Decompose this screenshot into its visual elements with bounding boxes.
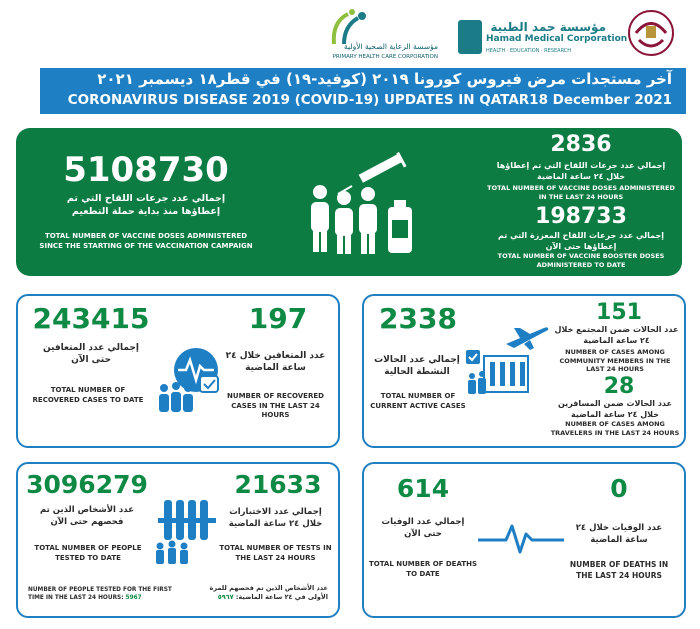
recovered-total-label-ar: إجمالي عدد المتعافين حتى الآن bbox=[43, 343, 139, 365]
active-total-label-ar: إجمالي عدد الحالات النشطة الحالية bbox=[374, 355, 460, 377]
tests-24h-value: 21633 bbox=[234, 470, 322, 499]
booster-label-en: TOTAL NUMBER OF VACCINE BOOSTER DOSES ADMINISTERED TO DATE bbox=[497, 252, 665, 269]
vaccine-total-label-en: TOTAL NUMBER OF VACCINE DOSES ADMINISTERED SINCE THE STARTING OF THE VACCINATION CAMPAIGN bbox=[39, 232, 253, 250]
tests-total-label-ar: عدد الأشخاص الذين تم فحصهم حتى الآن bbox=[39, 505, 135, 527]
airplane-icon bbox=[504, 322, 550, 352]
vaccine-24h-label-ar: إجمالي عدد جرعات اللقاح التي تم إعطاؤها خلال ٢٤ ساعة الماضية bbox=[496, 161, 666, 181]
title-arabic: آخر مستجدات مرض فيروس كورونا ٢٠١٩ (كوفيد-١٩) في قطر١٨ ديسمبر ٢٠٢١ bbox=[97, 70, 672, 88]
moph-logo bbox=[624, 8, 678, 60]
vaccine-24h-value: 2836 bbox=[550, 132, 612, 157]
community-label-ar: عدد الحالات ضمن المجتمع خلال ٢٤ ساعة الماضية bbox=[554, 325, 679, 345]
community-value: 151 bbox=[596, 300, 642, 325]
deaths-24h-label-ar: عدد الوفيات خلال ٢٤ ساعة الماضية bbox=[575, 523, 663, 545]
vaccine-people-icon bbox=[298, 150, 428, 260]
vaccine-total-label-ar: إجمالي عدد جرعات اللقاح التي تم إعطاؤها منذ بداية حملة التطعيم bbox=[66, 193, 226, 217]
first-time-en-suffix: TIME IN THE LAST 24 HOURS: bbox=[28, 595, 124, 601]
deaths-total-label-ar: إجمالي عدد الوفيات حتى الآن bbox=[381, 517, 465, 539]
active-total-value: 2338 bbox=[379, 302, 457, 335]
first-time-tested-en bbox=[28, 586, 188, 602]
deaths-card bbox=[362, 462, 686, 618]
vaccine-24h-label-en: TOTAL NUMBER OF VACCINE DOSES ADMINISTERED IN THE LAST 24 HOURS bbox=[487, 184, 675, 201]
hmc-emblem-icon bbox=[458, 20, 482, 54]
heartbeat-line-icon bbox=[476, 520, 566, 556]
recovered-total-label-en: TOTAL NUMBER OF RECOVERED CASES TO DATE bbox=[32, 386, 144, 404]
travelers-label-en: NUMBER OF CASES AMONG TRAVELERS IN THE LAST 24 HOURS bbox=[550, 420, 680, 437]
phcc-name-en: PRIMARY HEALTH CARE CORPORATION bbox=[332, 54, 438, 60]
travelers-label-ar: عدد الحالات ضمن المسافرين خلال ٢٤ ساعة الماضية bbox=[557, 399, 673, 419]
hmc-logo bbox=[458, 20, 628, 60]
booster-value: 198733 bbox=[535, 204, 627, 229]
vaccine-total-value: 5108730 bbox=[63, 150, 229, 190]
hmc-name-en: Hamad Medical Corporation bbox=[486, 34, 628, 44]
title-english: CORONAVIRUS DISEASE 2019 (COVID-19) UPDATES IN QATAR18 December 2021 bbox=[67, 92, 672, 108]
community-label-en: NUMBER OF CASES AMONG COMMUNITY MEMBERS IN THE LAST 24 HOURS bbox=[559, 348, 671, 373]
booster-label-ar: إجمالي عدد جرعات اللقاح المعززة التي تم إعطاؤها حتى الآن bbox=[498, 231, 664, 251]
tests-24h-label-en: TOTAL NUMBER OF TESTS IN THE LAST 24 HOURS bbox=[219, 544, 332, 562]
vaccination-panel bbox=[16, 128, 682, 276]
recovered-24h-label-en: NUMBER OF RECOVERED CASES IN THE LAST 24 HOURS bbox=[227, 392, 324, 419]
recovered-24h-label-ar: عدد المتعافين خلال ٢٤ ساعة الماضية bbox=[225, 351, 326, 373]
tests-24h-label-ar: إجمالي عدد الاختبارات خلال ٢٤ ساعة الماضية bbox=[228, 507, 323, 529]
first-time-ar-label: عدد الأشخاص الذين تم فحصهم للمرة الأولى في ٢٤ ساعة الماضية: bbox=[209, 584, 328, 601]
first-time-ar-value: ٥٩٦٧ bbox=[217, 593, 234, 601]
tests-card bbox=[16, 462, 340, 618]
first-time-tested-ar bbox=[188, 584, 328, 602]
test-tubes-icon bbox=[148, 488, 228, 568]
tests-total-value: 3096279 bbox=[26, 470, 148, 499]
deaths-total-label-en: TOTAL NUMBER OF DEATHS TO DATE bbox=[368, 560, 478, 578]
active-cases-card bbox=[362, 294, 686, 448]
phcc-logo bbox=[318, 8, 438, 60]
recovered-card bbox=[16, 294, 340, 448]
first-time-value: 5967 bbox=[125, 595, 142, 601]
hmc-tagline: HEALTH · EDUCATION · RESEARCH bbox=[486, 48, 572, 54]
active-total-label-en: TOTAL NUMBER OF CURRENT ACTIVE CASES bbox=[370, 392, 466, 410]
recovered-total-value: 243415 bbox=[32, 302, 150, 335]
recovered-24h-value: 197 bbox=[248, 302, 308, 335]
deaths-24h-label-en: NUMBER OF DEATHS IN THE LAST 24 HOURS bbox=[569, 560, 669, 580]
first-time-en-prefix: NUMBER OF PEOPLE TESTED FOR THE bbox=[28, 587, 152, 593]
title-banner bbox=[14, 68, 686, 114]
hmc-name-ar: مؤسسة حمد الطبية bbox=[490, 20, 606, 34]
phcc-name-ar: مؤسسة الرعاية الصحية الأولية bbox=[344, 42, 438, 51]
first-time-en-bold: FIRST bbox=[153, 587, 172, 593]
tests-total-label-en: TOTAL NUMBER OF PEOPLE TESTED TO DATE bbox=[34, 544, 142, 562]
deaths-total-value: 614 bbox=[396, 474, 450, 503]
travelers-value: 28 bbox=[603, 374, 635, 399]
deaths-24h-value: 0 bbox=[610, 474, 628, 503]
